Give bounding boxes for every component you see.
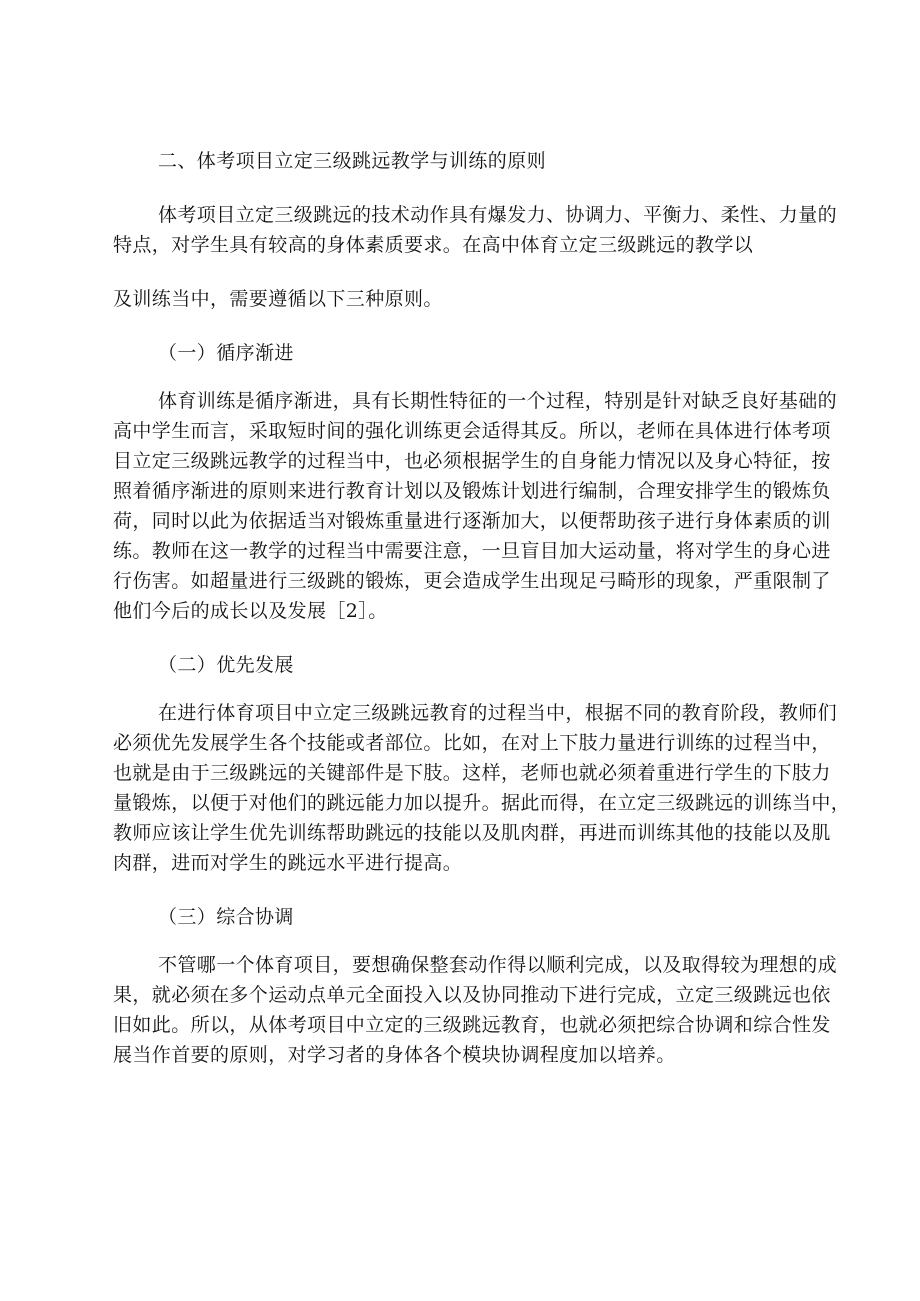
intro-paragraph <box>113 200 838 260</box>
subsection-paragraph <box>113 950 838 1070</box>
paragraph-line: 不管哪一个体育项目，要想确保整套动作得以顺利完成，以及取得较为理想的成 <box>158 954 838 976</box>
subsection-title-block <box>113 338 813 368</box>
paragraph-line: 果，就必须在多个运动点单元全面投入以及协同推动下进行完成，立定三级跳远也依 <box>113 984 831 1006</box>
paragraph-line: 教师应该让学生优先训练帮助跳远的技能以及肌肉群，再进而训练其他的技能以及肌 <box>113 822 831 844</box>
paragraph-line: 在进行体育项目中立定三级跳远教育的过程当中，根据不同的教育阶段，教师们 <box>158 702 838 724</box>
subsection-title: （一）循序渐进 <box>158 342 294 364</box>
paragraph-line: 量锻炼，以便于对他们的跳远能力加以提升。据此而得，在立定三级跳远的训练当中， <box>113 792 851 814</box>
paragraph-line: 他们今后的成长以及发展［2］。 <box>113 600 388 622</box>
subsection-title-block <box>113 902 813 932</box>
subsection-paragraph <box>113 698 851 878</box>
paragraph-line: 必须优先发展学生各个技能或者部位。比如，在对上下肢力量进行训练的过程当中， <box>113 732 831 754</box>
intro-continuation-paragraph <box>113 284 813 314</box>
paragraph-line: 照着循序渐进的原则来进行教育计划以及锻炼计划进行编制，合理安排学生的锻炼负 <box>113 480 831 502</box>
subsection-paragraph <box>113 386 838 626</box>
paragraph-line: 也就是由于三级跳远的关键部件是下肢。这样，老师也就必须着重进行学生的下肢力 <box>113 762 831 784</box>
paragraph-line: 练。教师在这一教学的过程当中需要注意，一旦盲目加大运动量，将对学生的身心进 <box>113 540 831 562</box>
subsection-title: （二）优先发展 <box>158 654 294 676</box>
subsection-title: （三）综合协调 <box>158 906 294 928</box>
paragraph-line: 高中学生而言，采取短时间的强化训练更会适得其反。所以，老师在具体进行体考项 <box>113 420 831 442</box>
subsection-title-block <box>113 650 813 680</box>
paragraph-line: 体育训练是循序渐进，具有长期性特征的一个过程，特别是针对缺乏良好基础的 <box>158 390 838 412</box>
paragraph-line: 体考项目立定三级跳远的技术动作具有爆发力、协调力、平衡力、柔性、力量的 <box>158 204 838 226</box>
paragraph-line: 荷，同时以此为依据适当对锻炼重量进行逐渐加大，以便帮助孩子进行身体素质的训 <box>113 510 831 532</box>
paragraph-line: 特点，对学生具有较高的身体素质要求。在高中体育立定三级跳远的教学以 <box>113 234 754 256</box>
paragraph-line: 展当作首要的原则，对学习者的身体各个模块协调程度加以培养。 <box>113 1044 676 1066</box>
paragraph-line: 及训练当中，需要遵循以下三种原则。 <box>113 288 443 310</box>
document-body <box>113 146 851 1094</box>
section-heading-block <box>113 146 813 176</box>
paragraph-line: 目立定三级跳远教学的过程当中，也必须根据学生的自身能力情况以及身心特征，按 <box>113 450 831 472</box>
paragraph-line: 行伤害。如超量进行三级跳的锻炼，更会造成学生出现足弓畸形的现象，严重限制了 <box>113 570 831 592</box>
paragraph-line: 旧如此。所以，从体考项目中立定的三级跳远教育，也就必须把综合协调和综合性发 <box>113 1014 831 1036</box>
section-heading: 二、体考项目立定三级跳远教学与训练的原则 <box>158 150 547 172</box>
paragraph-line: 肉群，进而对学生的跳远水平进行提高。 <box>113 852 463 874</box>
